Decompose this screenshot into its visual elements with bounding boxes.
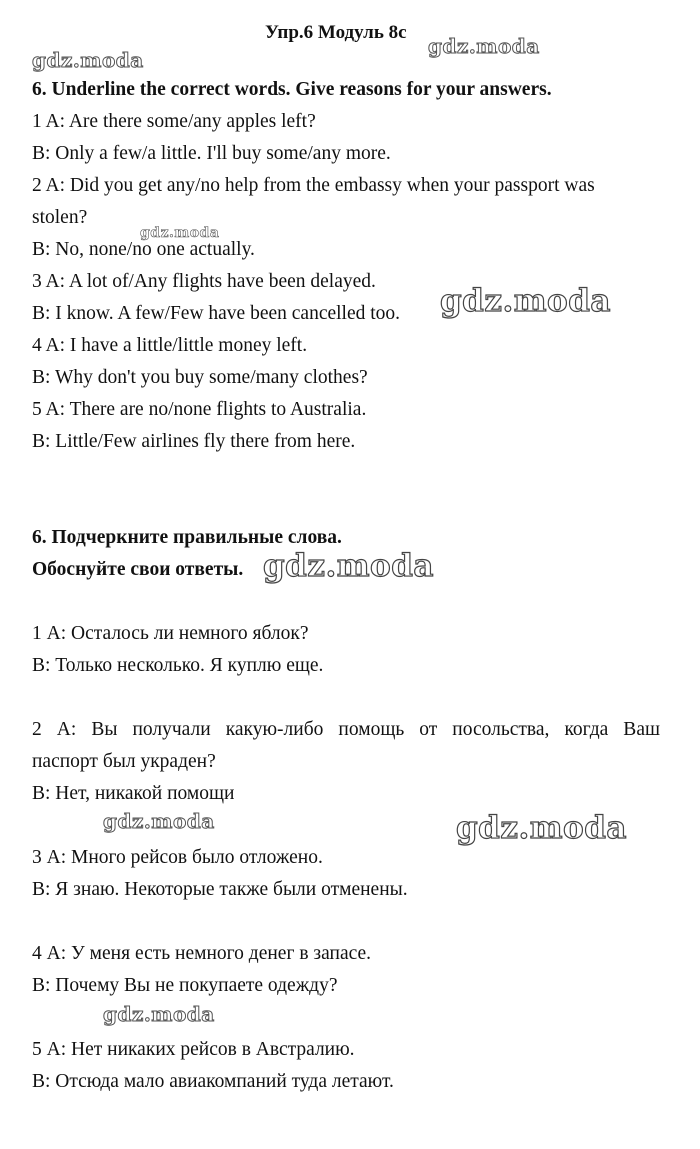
english-line: B: Little/Few airlines fly there from here. <box>32 431 356 452</box>
english-line: B: I know. A few/Few have been cancelled too. <box>32 303 401 324</box>
watermark: gdz.moda <box>456 810 627 846</box>
russian-line: 4 А: У меня есть немного денег в запасе. <box>32 943 372 964</box>
english-line: 1 A: Are there some/any apples left? <box>32 111 316 132</box>
russian-line: В: Я знаю. Некоторые также были отменены. <box>32 879 408 900</box>
watermark: gdz.moda <box>140 225 220 241</box>
english-line: 5 A: There are no/none flights to Australia. <box>32 399 367 420</box>
watermark: gdz.moda <box>440 283 611 319</box>
russian-line: 1 А: Осталось ли немного яблок? <box>32 623 309 644</box>
english-line: stolen? <box>32 207 88 228</box>
russian-line: В: Нет, никакой помощи <box>32 783 235 804</box>
english-line: 2 A: Did you get any/no help from the embassy when your passport was <box>32 175 595 196</box>
watermark: gdz.moda <box>103 1002 215 1026</box>
watermark: gdz.moda <box>428 34 540 58</box>
russian-line: В: Только несколько. Я куплю еще. <box>32 655 324 676</box>
watermark: gdz.moda <box>32 48 144 72</box>
russian-line: 3 А: Много рейсов было отложено. <box>32 847 323 868</box>
english-line: B: Only a few/a little. I'll buy some/any more. <box>32 143 391 164</box>
watermark: gdz.moda <box>103 809 215 833</box>
english-line: B: No, none/no one actually. <box>32 239 255 260</box>
russian-line: паспорт был украден? <box>32 751 216 772</box>
english-line: B: Why don't you buy some/many clothes? <box>32 367 368 388</box>
page-title: Упр.6 Модуль 8с <box>265 22 407 43</box>
russian-line: В: Почему Вы не покупаете одежду? <box>32 975 338 996</box>
english-line: 3 A: A lot of/Any flights have been delayed. <box>32 271 376 292</box>
russian-line: 2 А: Вы получали какую-либо помощь от посольства, когда Ваш <box>32 719 660 740</box>
watermark: gdz.moda <box>263 548 434 584</box>
russian-line: В: Отсюда мало авиакомпаний туда летают. <box>32 1071 394 1092</box>
russian-heading: Обоснуйте свои ответы. <box>32 559 244 580</box>
russian-line: 5 А: Нет никаких рейсов в Австралию. <box>32 1039 355 1060</box>
russian-heading: 6. Подчеркните правильные слова. <box>32 527 342 548</box>
english-heading: 6. Underline the correct words. Give reasons for your answers. <box>32 79 552 100</box>
english-line: 4 A: I have a little/little money left. <box>32 335 308 356</box>
